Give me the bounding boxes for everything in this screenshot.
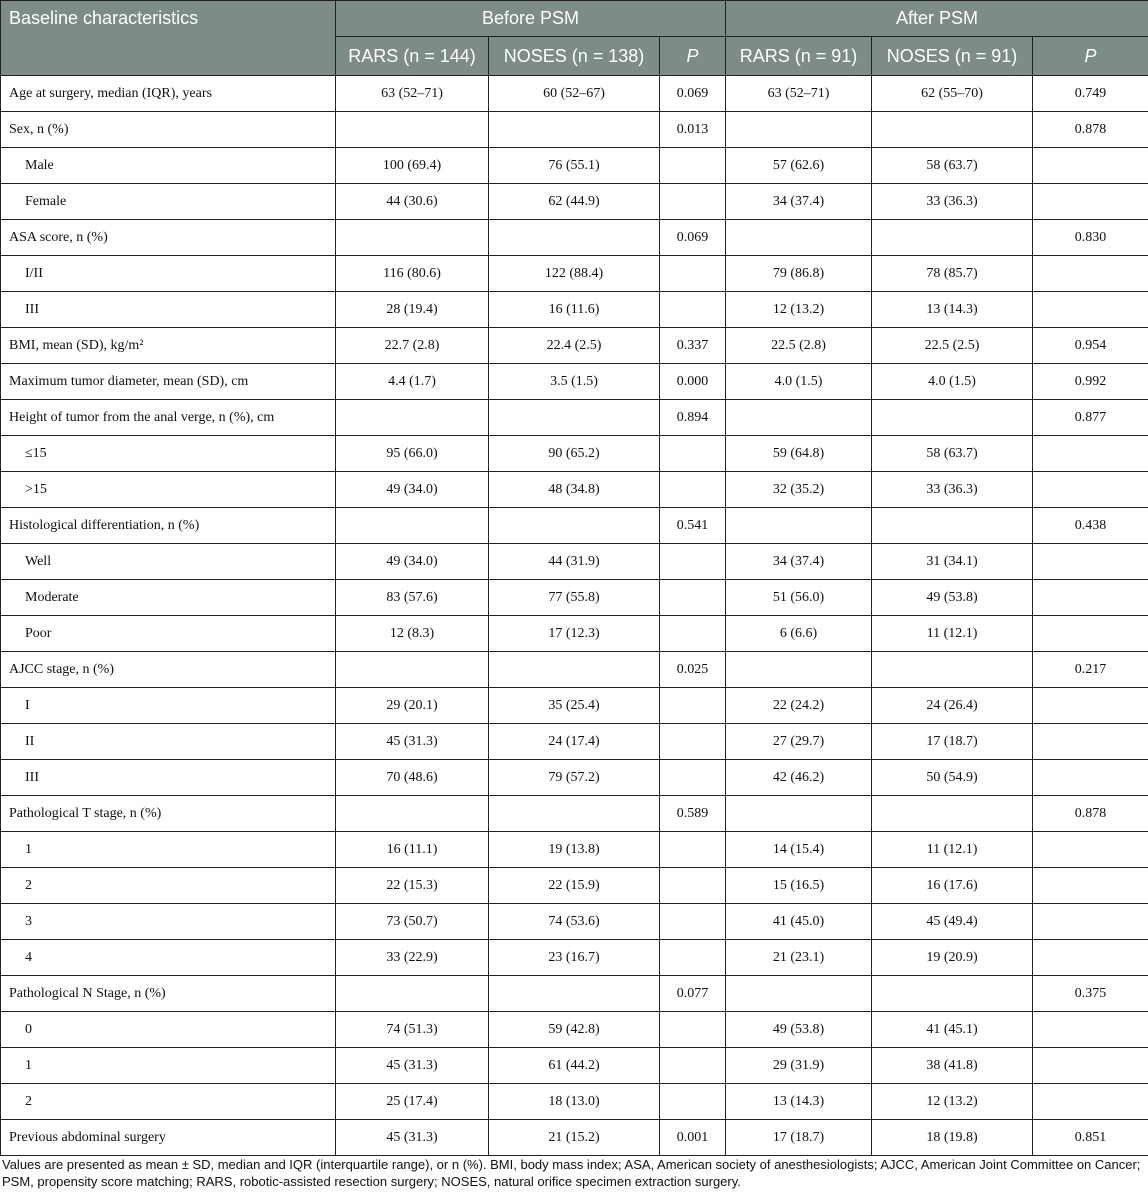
cell-noses-before: 59 (42.8) [489, 1012, 660, 1048]
cell-noses-before: 23 (16.7) [489, 940, 660, 976]
cell-noses-before: 18 (13.0) [489, 1084, 660, 1120]
row-label: AJCC stage, n (%) [1, 652, 336, 688]
cell-p-before: 0.069 [660, 76, 726, 112]
table-row [1, 112, 1148, 148]
cell-noses-before: 24 (17.4) [489, 724, 660, 760]
cell-noses-before: 16 (11.6) [489, 292, 660, 328]
cell-noses-after [872, 976, 1033, 1012]
table-row [1, 796, 1148, 832]
cell-p-before [660, 544, 726, 580]
cell-noses-before: 122 (88.4) [489, 256, 660, 292]
cell-noses-before: 76 (55.1) [489, 148, 660, 184]
row-label: Moderate [1, 580, 336, 616]
cell-rars-before: 70 (48.6) [336, 760, 489, 796]
cell-rars-before: 33 (22.9) [336, 940, 489, 976]
table-row [1, 1120, 1148, 1156]
row-label: Male [1, 148, 336, 184]
cell-p-after [1033, 940, 1148, 976]
header-baseline-characteristics: Baseline characteristics [1, 1, 336, 76]
cell-rars-after: 14 (15.4) [726, 832, 872, 868]
cell-p-before: 0.025 [660, 652, 726, 688]
cell-noses-before [489, 652, 660, 688]
row-label: ASA score, n (%) [1, 220, 336, 256]
cell-rars-after: 32 (35.2) [726, 472, 872, 508]
cell-noses-after: 19 (20.9) [872, 940, 1033, 976]
table-row [1, 760, 1148, 796]
cell-noses-before [489, 400, 660, 436]
cell-rars-after [726, 796, 872, 832]
cell-rars-before: 49 (34.0) [336, 544, 489, 580]
cell-p-after [1033, 256, 1148, 292]
cell-p-after [1033, 832, 1148, 868]
cell-rars-after: 49 (53.8) [726, 1012, 872, 1048]
cell-p-before: 0.894 [660, 400, 726, 436]
cell-noses-before: 17 (12.3) [489, 616, 660, 652]
cell-rars-after: 79 (86.8) [726, 256, 872, 292]
table-row [1, 652, 1148, 688]
cell-p-after [1033, 868, 1148, 904]
cell-noses-after [872, 400, 1033, 436]
table-row [1, 904, 1148, 940]
row-label: 1 [1, 1048, 336, 1084]
cell-rars-after: 42 (46.2) [726, 760, 872, 796]
cell-noses-after [872, 652, 1033, 688]
cell-noses-before: 22.4 (2.5) [489, 328, 660, 364]
cell-rars-after: 6 (6.6) [726, 616, 872, 652]
cell-noses-before: 44 (31.9) [489, 544, 660, 580]
cell-noses-after: 31 (34.1) [872, 544, 1033, 580]
cell-noses-before: 35 (25.4) [489, 688, 660, 724]
cell-rars-before [336, 112, 489, 148]
cell-p-before [660, 724, 726, 760]
cell-p-before [660, 832, 726, 868]
cell-p-before: 0.013 [660, 112, 726, 148]
cell-noses-before: 22 (15.9) [489, 868, 660, 904]
cell-p-after: 0.992 [1033, 364, 1148, 400]
cell-rars-after: 17 (18.7) [726, 1120, 872, 1156]
cell-noses-after: 4.0 (1.5) [872, 364, 1033, 400]
cell-rars-before: 95 (66.0) [336, 436, 489, 472]
cell-noses-after: 22.5 (2.5) [872, 328, 1033, 364]
cell-p-after: 0.878 [1033, 796, 1148, 832]
row-label: Pathological N Stage, n (%) [1, 976, 336, 1012]
cell-noses-after: 45 (49.4) [872, 904, 1033, 940]
row-label: Sex, n (%) [1, 112, 336, 148]
table-row [1, 544, 1148, 580]
cell-p-after [1033, 760, 1148, 796]
header-noses-after: NOSES (n = 91) [872, 37, 1033, 76]
cell-p-after: 0.375 [1033, 976, 1148, 1012]
cell-rars-before [336, 652, 489, 688]
cell-rars-after: 21 (23.1) [726, 940, 872, 976]
cell-noses-after: 17 (18.7) [872, 724, 1033, 760]
table-row [1, 1084, 1148, 1120]
cell-noses-before [489, 508, 660, 544]
cell-p-before [660, 1012, 726, 1048]
cell-p-before [660, 904, 726, 940]
cell-rars-after: 59 (64.8) [726, 436, 872, 472]
row-label: Poor [1, 616, 336, 652]
cell-p-after [1033, 580, 1148, 616]
cell-p-after [1033, 1012, 1148, 1048]
cell-p-before [660, 868, 726, 904]
row-label: ≤15 [1, 436, 336, 472]
row-label: Pathological T stage, n (%) [1, 796, 336, 832]
cell-p-before [660, 1084, 726, 1120]
row-label: 3 [1, 904, 336, 940]
header-before-psm: Before PSM [336, 1, 726, 37]
cell-rars-after: 27 (29.7) [726, 724, 872, 760]
table-row [1, 184, 1148, 220]
row-label: Maximum tumor diameter, mean (SD), cm [1, 364, 336, 400]
table-row [1, 616, 1148, 652]
row-label: I [1, 688, 336, 724]
cell-p-before [660, 580, 726, 616]
table-row [1, 292, 1148, 328]
cell-p-after [1033, 148, 1148, 184]
cell-p-before: 0.069 [660, 220, 726, 256]
cell-noses-after: 38 (41.8) [872, 1048, 1033, 1084]
cell-noses-before: 48 (34.8) [489, 472, 660, 508]
cell-rars-before: 45 (31.3) [336, 724, 489, 760]
cell-rars-before: 22 (15.3) [336, 868, 489, 904]
cell-noses-after: 16 (17.6) [872, 868, 1033, 904]
cell-noses-before: 61 (44.2) [489, 1048, 660, 1084]
row-label: 0 [1, 1012, 336, 1048]
row-label: Previous abdominal surgery [1, 1120, 336, 1156]
cell-p-before [660, 436, 726, 472]
cell-noses-before [489, 976, 660, 1012]
cell-noses-after [872, 220, 1033, 256]
cell-rars-after: 13 (14.3) [726, 1084, 872, 1120]
cell-p-after: 0.878 [1033, 112, 1148, 148]
cell-rars-before: 12 (8.3) [336, 616, 489, 652]
cell-rars-after: 22 (24.2) [726, 688, 872, 724]
table-row [1, 436, 1148, 472]
table-row [1, 256, 1148, 292]
cell-noses-after: 13 (14.3) [872, 292, 1033, 328]
cell-rars-before [336, 508, 489, 544]
cell-noses-after: 78 (85.7) [872, 256, 1033, 292]
header-p-before: P [660, 37, 726, 76]
cell-p-before [660, 184, 726, 220]
cell-p-after [1033, 688, 1148, 724]
table-row [1, 940, 1148, 976]
table-row [1, 580, 1148, 616]
cell-p-after: 0.749 [1033, 76, 1148, 112]
row-label: 2 [1, 1084, 336, 1120]
cell-p-before: 0.541 [660, 508, 726, 544]
cell-p-before: 0.001 [660, 1120, 726, 1156]
cell-p-before: 0.077 [660, 976, 726, 1012]
cell-rars-after: 22.5 (2.8) [726, 328, 872, 364]
cell-p-after [1033, 436, 1148, 472]
cell-rars-after: 4.0 (1.5) [726, 364, 872, 400]
cell-p-before [660, 1048, 726, 1084]
cell-rars-before: 45 (31.3) [336, 1120, 489, 1156]
cell-rars-before: 83 (57.6) [336, 580, 489, 616]
cell-rars-before: 63 (52–71) [336, 76, 489, 112]
row-label: 2 [1, 868, 336, 904]
cell-noses-after: 24 (26.4) [872, 688, 1033, 724]
cell-noses-before: 79 (57.2) [489, 760, 660, 796]
cell-rars-after: 34 (37.4) [726, 184, 872, 220]
cell-p-before [660, 148, 726, 184]
cell-noses-after [872, 508, 1033, 544]
cell-p-before [660, 256, 726, 292]
cell-rars-after: 34 (37.4) [726, 544, 872, 580]
cell-noses-before: 74 (53.6) [489, 904, 660, 940]
cell-noses-after: 58 (63.7) [872, 148, 1033, 184]
cell-noses-before: 21 (15.2) [489, 1120, 660, 1156]
cell-rars-after: 57 (62.6) [726, 148, 872, 184]
cell-p-after [1033, 1048, 1148, 1084]
table-row [1, 1012, 1148, 1048]
row-label: Height of tumor from the anal verge, n (%), cm [1, 400, 336, 436]
cell-noses-after [872, 112, 1033, 148]
cell-noses-before: 90 (65.2) [489, 436, 660, 472]
table-row [1, 220, 1148, 256]
cell-noses-before: 3.5 (1.5) [489, 364, 660, 400]
cell-p-before: 0.589 [660, 796, 726, 832]
cell-noses-after: 12 (13.2) [872, 1084, 1033, 1120]
table-row [1, 976, 1148, 1012]
cell-noses-after: 49 (53.8) [872, 580, 1033, 616]
cell-rars-before: 73 (50.7) [336, 904, 489, 940]
cell-noses-before: 60 (52–67) [489, 76, 660, 112]
cell-noses-after: 11 (12.1) [872, 832, 1033, 868]
row-label: III [1, 292, 336, 328]
cell-rars-after [726, 508, 872, 544]
row-label: BMI, mean (SD), kg/m² [1, 328, 336, 364]
table-row [1, 832, 1148, 868]
table-row [1, 364, 1148, 400]
cell-p-after [1033, 616, 1148, 652]
table-row [1, 400, 1148, 436]
table-body [1, 76, 1148, 1156]
header-p-after: P [1033, 37, 1148, 76]
cell-rars-before: 100 (69.4) [336, 148, 489, 184]
header-rars-after: RARS (n = 91) [726, 37, 872, 76]
cell-p-after: 0.877 [1033, 400, 1148, 436]
cell-noses-before: 62 (44.9) [489, 184, 660, 220]
cell-noses-before [489, 796, 660, 832]
cell-p-after: 0.438 [1033, 508, 1148, 544]
cell-p-before [660, 688, 726, 724]
row-label: Well [1, 544, 336, 580]
cell-p-before [660, 760, 726, 796]
table-row [1, 472, 1148, 508]
cell-noses-after: 11 (12.1) [872, 616, 1033, 652]
row-label: II [1, 724, 336, 760]
cell-p-before: 0.000 [660, 364, 726, 400]
row-label: III [1, 760, 336, 796]
header-rars-before: RARS (n = 144) [336, 37, 489, 76]
cell-rars-before: 49 (34.0) [336, 472, 489, 508]
cell-p-before [660, 292, 726, 328]
cell-p-after [1033, 472, 1148, 508]
cell-noses-after: 50 (54.9) [872, 760, 1033, 796]
cell-noses-before [489, 112, 660, 148]
cell-rars-before: 29 (20.1) [336, 688, 489, 724]
table-row [1, 328, 1148, 364]
cell-rars-before [336, 796, 489, 832]
cell-rars-before: 4.4 (1.7) [336, 364, 489, 400]
header-after-psm: After PSM [726, 1, 1148, 37]
cell-rars-after: 29 (31.9) [726, 1048, 872, 1084]
table-row [1, 76, 1148, 112]
cell-p-after [1033, 544, 1148, 580]
cell-noses-after: 41 (45.1) [872, 1012, 1033, 1048]
cell-rars-before: 16 (11.1) [336, 832, 489, 868]
table-row [1, 868, 1148, 904]
cell-noses-before: 77 (55.8) [489, 580, 660, 616]
cell-rars-after: 51 (56.0) [726, 580, 872, 616]
cell-rars-after: 15 (16.5) [726, 868, 872, 904]
cell-rars-after: 12 (13.2) [726, 292, 872, 328]
cell-p-before [660, 472, 726, 508]
cell-p-after: 0.830 [1033, 220, 1148, 256]
table-row [1, 688, 1148, 724]
cell-p-after [1033, 292, 1148, 328]
table-row [1, 508, 1148, 544]
cell-rars-before: 45 (31.3) [336, 1048, 489, 1084]
cell-p-before: 0.337 [660, 328, 726, 364]
cell-p-before [660, 616, 726, 652]
row-label: 4 [1, 940, 336, 976]
cell-rars-before [336, 400, 489, 436]
cell-p-after [1033, 724, 1148, 760]
cell-rars-after [726, 220, 872, 256]
cell-noses-before [489, 220, 660, 256]
cell-rars-after [726, 400, 872, 436]
table-row [1, 724, 1148, 760]
cell-rars-after [726, 112, 872, 148]
cell-rars-before: 116 (80.6) [336, 256, 489, 292]
cell-p-before [660, 940, 726, 976]
cell-noses-before: 19 (13.8) [489, 832, 660, 868]
cell-rars-before: 25 (17.4) [336, 1084, 489, 1120]
row-label: >15 [1, 472, 336, 508]
cell-rars-before [336, 976, 489, 1012]
cell-p-after: 0.954 [1033, 328, 1148, 364]
cell-p-after [1033, 184, 1148, 220]
header-noses-before: NOSES (n = 138) [489, 37, 660, 76]
cell-p-after [1033, 904, 1148, 940]
cell-noses-after: 58 (63.7) [872, 436, 1033, 472]
cell-rars-after [726, 976, 872, 1012]
table-row [1, 1048, 1148, 1084]
cell-noses-after: 18 (19.8) [872, 1120, 1033, 1156]
cell-rars-before: 74 (51.3) [336, 1012, 489, 1048]
cell-p-after: 0.217 [1033, 652, 1148, 688]
cell-rars-after [726, 652, 872, 688]
table-row [1, 148, 1148, 184]
cell-rars-before: 28 (19.4) [336, 292, 489, 328]
cell-noses-after: 62 (55–70) [872, 76, 1033, 112]
cell-p-after [1033, 1084, 1148, 1120]
row-label: Histological differentiation, n (%) [1, 508, 336, 544]
table-header [1, 1, 1148, 76]
row-label: I/II [1, 256, 336, 292]
row-label: Age at surgery, median (IQR), years [1, 76, 336, 112]
cell-p-after: 0.851 [1033, 1120, 1148, 1156]
cell-noses-after: 33 (36.3) [872, 472, 1033, 508]
cell-rars-before: 44 (30.6) [336, 184, 489, 220]
cell-rars-after: 63 (52–71) [726, 76, 872, 112]
row-label: 1 [1, 832, 336, 868]
cell-rars-before: 22.7 (2.8) [336, 328, 489, 364]
cell-rars-after: 41 (45.0) [726, 904, 872, 940]
row-label: Female [1, 184, 336, 220]
cell-noses-after [872, 796, 1033, 832]
cell-rars-before [336, 220, 489, 256]
table-footnote: Values are presented as mean ± SD, median and IQR (interquartile range), or n (%). BMI, body mass index; ASA, American society of anesthesiologists; AJCC, American Joint Committee on Cancer; PSM, propensity score matching; RARS, robotic-assisted resection surgery; NOSES, natural orifice specimen extraction surgery. [2, 1157, 1141, 1189]
cell-noses-after: 33 (36.3) [872, 184, 1033, 220]
